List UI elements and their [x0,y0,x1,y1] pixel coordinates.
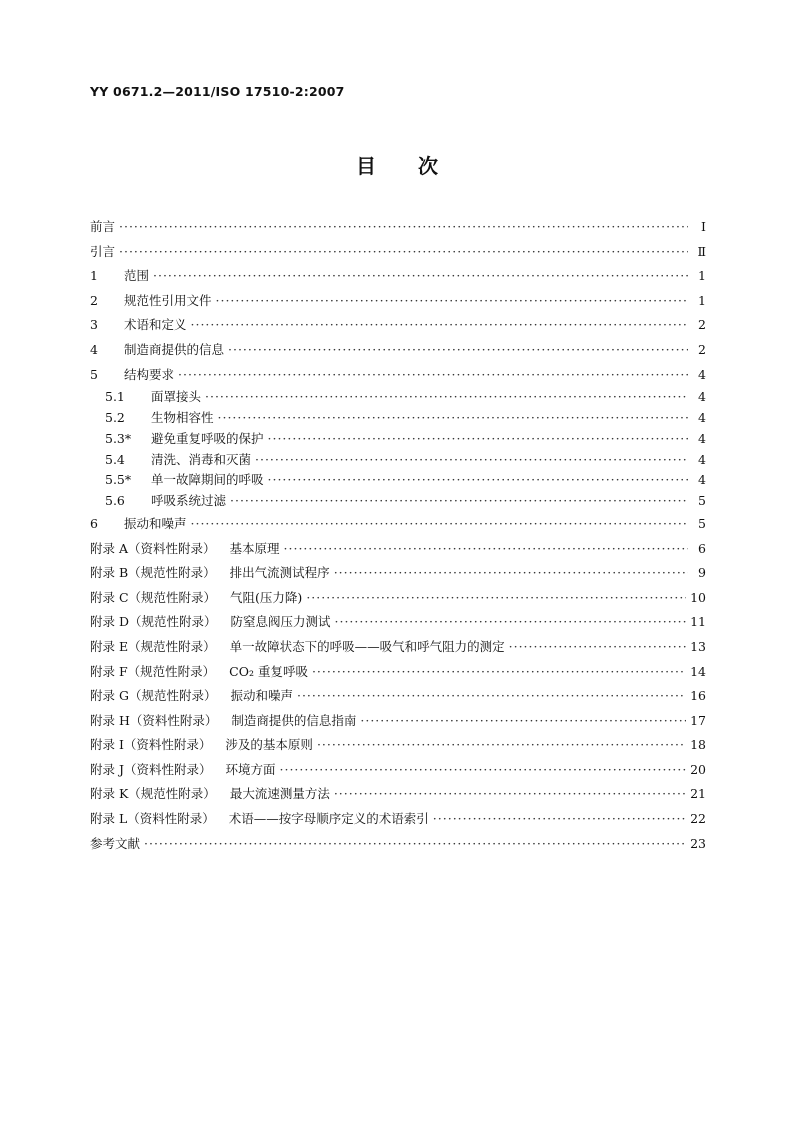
title-char-1: 目 [356,154,376,178]
toc-entry-number: 5.1 [105,389,125,405]
dot-leader [335,610,687,635]
toc-entry-page: 2 [698,341,706,357]
toc-entry[interactable] [90,782,706,807]
toc-entry-number: 5.2 [105,409,125,425]
dot-leader [144,832,686,857]
toc-entry-page: 5 [698,493,706,509]
dot-leader [317,733,686,758]
document-code-header: YY 0671.2—2011/ISO 17510-2:2007 [90,84,345,99]
toc-entry[interactable] [90,733,706,758]
dot-leader [218,408,688,429]
toc-entry-label: 排出气流测试程序 [229,565,330,581]
toc-entry-number: 5 [90,366,98,382]
toc-entry-number: 附录 B（规范性附录） [90,565,216,581]
toc-entry[interactable] [90,313,706,338]
toc-entry-label: 规范性引用文件 [124,292,212,308]
toc-entry-number: 5.4 [105,451,125,467]
toc-entry-number: 2 [90,292,98,308]
toc-entry-page: 4 [698,366,706,382]
toc-entry[interactable] [90,561,706,586]
dot-leader [255,450,688,471]
toc-entry-page: 18 [690,737,706,753]
toc-entry-label: 引言 [90,243,116,259]
toc-entry-label: 范围 [124,268,150,284]
toc-entry-page: 5 [698,515,706,531]
toc-entry[interactable] [90,240,706,265]
toc-entry[interactable] [90,660,706,685]
table-of-contents [90,215,706,856]
toc-entry-page: 17 [690,712,706,728]
dot-leader [228,338,688,363]
toc-entry-page: 13 [690,638,706,654]
toc-entry-page: 4 [698,409,706,425]
toc-entry-label: 单一故障期间的呼吸 [151,472,264,488]
toc-entry[interactable] [90,289,706,314]
toc-entry-number: 附录 H（资料性附录） [90,712,218,728]
toc-entry-number: 5.5* [105,472,132,488]
toc-entry-label: 防窒息阀压力测试 [230,614,331,630]
toc-entry[interactable] [90,387,706,408]
toc-entry[interactable] [90,586,706,611]
toc-entry-page: 4 [698,430,706,446]
dot-leader [119,215,688,240]
dot-leader [153,264,688,289]
toc-entry-label: 振动和噪声 [230,688,293,704]
toc-entry-number: 1 [90,268,98,284]
toc-entry-number: 附录 K（规范性附录） [90,786,216,802]
toc-entry-number: 3 [90,317,98,333]
dot-leader [268,470,688,491]
toc-entry-number: 附录 D（规范性附录） [90,614,217,630]
toc-entry-label: 结构要求 [124,366,175,382]
dot-leader [119,240,688,265]
toc-entry-number: 附录 F（规范性附录） [90,663,216,679]
toc-entry[interactable] [90,491,706,512]
toc-entry-label: 前言 [90,219,116,234]
dot-leader [312,660,686,685]
toc-entry[interactable] [90,832,706,857]
toc-entry-number: 5.6 [105,493,125,509]
toc-entry-page: 22 [690,811,706,827]
toc-entry-page: 6 [698,540,706,556]
toc-entry-number: 附录 L（资料性附录） [90,811,215,827]
dot-leader [191,512,688,537]
toc-entry-page: 11 [690,614,706,630]
toc-entry-page: 1 [698,292,706,308]
dot-leader [433,807,686,832]
dot-leader [216,289,688,314]
toc-entry-page: 14 [690,663,706,679]
toc-entry-label: 面罩接头 [151,389,202,405]
dot-leader [284,537,688,562]
toc-entry-number: 附录 I（资料性附录） [90,737,212,753]
toc-entry[interactable] [90,470,706,491]
toc-entry-label: 气阻(压力降) [230,589,303,605]
toc-entry-number: 4 [90,341,98,357]
dot-leader [360,709,686,734]
toc-entry-label: 基本原理 [229,540,280,556]
dot-leader [268,429,688,450]
toc-entry-number: 5.3* [105,430,132,446]
toc-entry-number: 附录 J（资料性附录） [90,761,212,777]
toc-entry-label: 参考文献 [90,835,141,851]
toc-entry[interactable] [90,684,706,709]
toc-entry-page: 9 [698,565,706,581]
toc-entry[interactable] [90,264,706,289]
toc-entry[interactable] [90,635,706,660]
toc-entry-label: 涉及的基本原则 [225,737,313,753]
toc-entry[interactable] [90,537,706,562]
toc-entry[interactable] [90,408,706,429]
toc-entry-page: 20 [690,761,706,777]
toc-entry-label: 清洗、消毒和灭菌 [151,451,252,467]
toc-entry-page: 4 [698,451,706,467]
toc-entry-label: 振动和噪声 [124,515,187,531]
toc-entry-label: 生物相容性 [151,409,214,425]
toc-entry[interactable] [90,709,706,734]
toc-entry-page: 4 [698,389,706,405]
title-char-2: 次 [418,154,438,178]
toc-entry[interactable] [90,450,706,471]
toc-entry-label: CO₂ 重复呼吸 [229,663,308,679]
toc-entry-page: 10 [690,589,706,605]
toc-entry-number: 附录 G（规范性附录） [90,688,217,704]
toc-entry-label: 制造商提供的信息 [124,341,225,357]
toc-entry-label: 单一故障状态下的呼吸——吸气和呼气阻力的测定 [229,638,505,654]
toc-entry-number: 附录 C（规范性附录） [90,589,217,605]
page-title [0,150,794,179]
toc-entry[interactable] [90,512,706,537]
dot-leader [509,635,686,660]
dot-leader [280,758,687,783]
toc-entry-page: 21 [690,786,706,802]
toc-entry-number: 6 [90,515,98,531]
dot-leader [191,313,688,338]
toc-entry[interactable] [90,215,706,240]
toc-entry[interactable] [90,338,706,363]
dot-leader [334,561,688,586]
toc-entry[interactable] [90,363,706,388]
toc-entry-page: 4 [698,472,706,488]
dot-leader [334,782,686,807]
toc-entry-label: 最大流速测量方法 [229,786,330,802]
toc-entry-number: 附录 E（规范性附录） [90,638,216,654]
toc-entry-page: 2 [698,317,706,333]
toc-entry-page: Ⅱ [697,243,706,259]
dot-leader [205,387,688,408]
toc-entry-label: 制造商提供的信息指南 [231,712,357,728]
toc-entry-number: 附录 A（资料性附录） [90,540,216,556]
toc-entry-label: 环境方面 [225,761,276,777]
dot-leader [306,586,686,611]
dot-leader [178,363,688,388]
toc-entry-label: 术语和定义 [124,317,187,333]
toc-entry[interactable] [90,429,706,450]
toc-entry-page: 23 [690,835,706,851]
toc-entry-label: 术语——按字母顺序定义的术语索引 [228,811,429,827]
dot-leader [230,491,688,512]
toc-entry-page: 1 [698,268,706,284]
toc-entry[interactable] [90,610,706,635]
toc-entry-label: 避免重复呼吸的保护 [151,430,264,446]
toc-entry-page: 16 [690,688,706,704]
dot-leader [297,684,686,709]
toc-entry-label: 呼吸系统过滤 [151,493,227,509]
toc-entry[interactable] [90,807,706,832]
toc-entry-page: Ⅰ [701,219,706,234]
toc-entry[interactable] [90,758,706,783]
